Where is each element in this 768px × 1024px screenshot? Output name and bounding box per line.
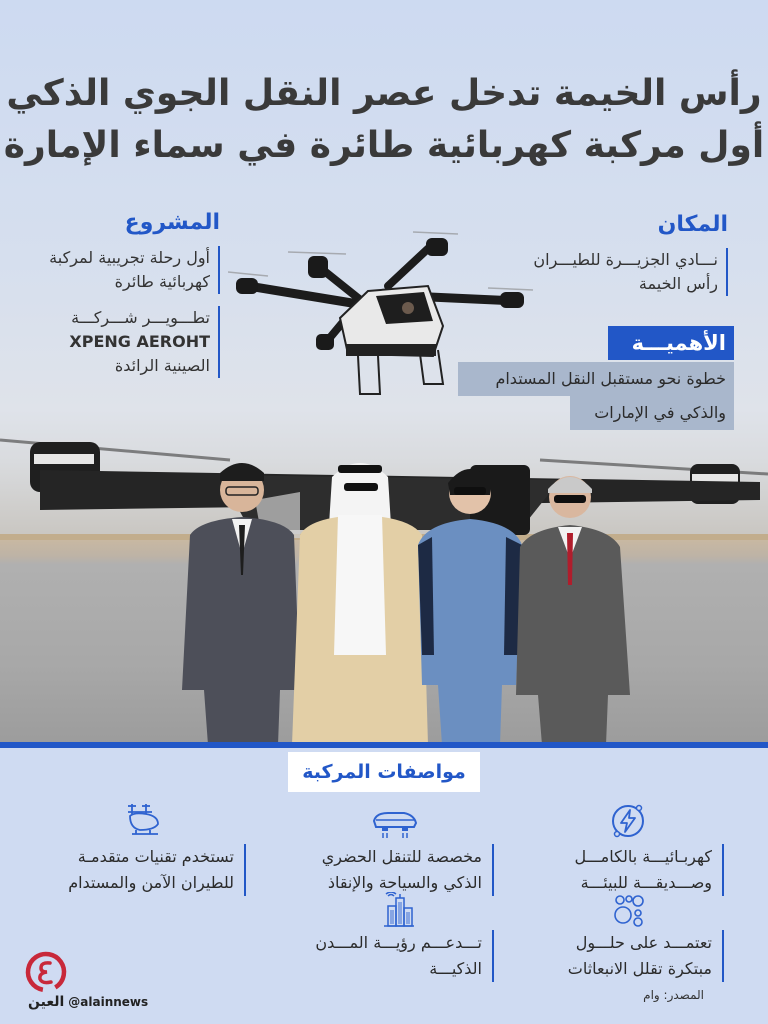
project-line: الصينية الرائدة <box>114 356 210 375</box>
place-line: رأس الخيمة <box>638 274 718 293</box>
spec-advanced-tech: تستخدم تقنيات متقدمـة للطيران الآمن والمستدام <box>68 844 246 896</box>
person-2 <box>292 463 428 745</box>
importance-section <box>458 326 734 430</box>
title-line-1: رأس الخيمة تدخل عصر النقل الجوي الذكي <box>6 73 762 114</box>
project-line: كهربائية طائرة <box>114 272 210 291</box>
spec-emissions: تعتمـــد على حلـــول مبتكرة تقلل الانبعاثات <box>568 930 724 982</box>
lightning-bolt-icon <box>608 801 648 841</box>
emissions-clouds-icon <box>612 893 646 927</box>
person-4 <box>516 476 630 745</box>
project-line: أول رحلة تجريبية لمركبة <box>49 248 210 267</box>
drone-aircraft-icon <box>124 800 164 840</box>
flying-car-icon <box>370 805 420 845</box>
specs-title: مواصفات المركبة <box>288 752 480 792</box>
importance-info <box>458 362 734 430</box>
person-1 <box>182 463 300 745</box>
project-info-2 <box>20 306 220 378</box>
project-heading: المشروع <box>124 210 220 235</box>
brand-footer <box>28 994 148 1010</box>
project-line: XPENG AEROHT <box>69 332 210 351</box>
spec-smart-cities: تـــدعـــم رؤيـــة المـــدن الذكيـــة <box>315 930 494 982</box>
al-ain-logo-icon <box>24 950 68 994</box>
divider-band <box>0 742 768 748</box>
importance-line: خطوة نحو مستقبل النقل المستدام <box>458 362 734 396</box>
place-line: نـــادي الجزيـــرة للطيـــران <box>533 250 718 269</box>
title-line-2: أول مركبة كهربائية طائرة في سماء الإمارة <box>3 125 765 166</box>
person-3 <box>418 469 522 745</box>
smart-city-icon <box>382 892 416 928</box>
project-section <box>20 208 220 378</box>
brand-name: العين <box>28 994 65 1010</box>
source-credit: المصدر: وام <box>643 988 704 1002</box>
project-line: تطـــويـــر شـــركـــة <box>71 308 210 327</box>
importance-line: والذكي في الإمارات <box>570 396 734 430</box>
spec-urban-mobility: مخصصة للتنقل الحضري الذكي والسياحة والإنقاذ <box>322 844 494 896</box>
spec-electric: كهربـائيـــة بالكامـــل وصـــديقـــة للبيئـــة <box>574 844 724 896</box>
group-photo <box>160 455 650 745</box>
place-info <box>468 248 728 296</box>
place-section <box>468 210 728 296</box>
importance-heading: الأهميـــة <box>608 326 734 360</box>
social-handle[interactable]: @alainnews <box>68 995 149 1009</box>
project-info-1 <box>20 246 220 294</box>
place-heading: المكان <box>657 212 728 237</box>
page-title <box>0 68 768 172</box>
